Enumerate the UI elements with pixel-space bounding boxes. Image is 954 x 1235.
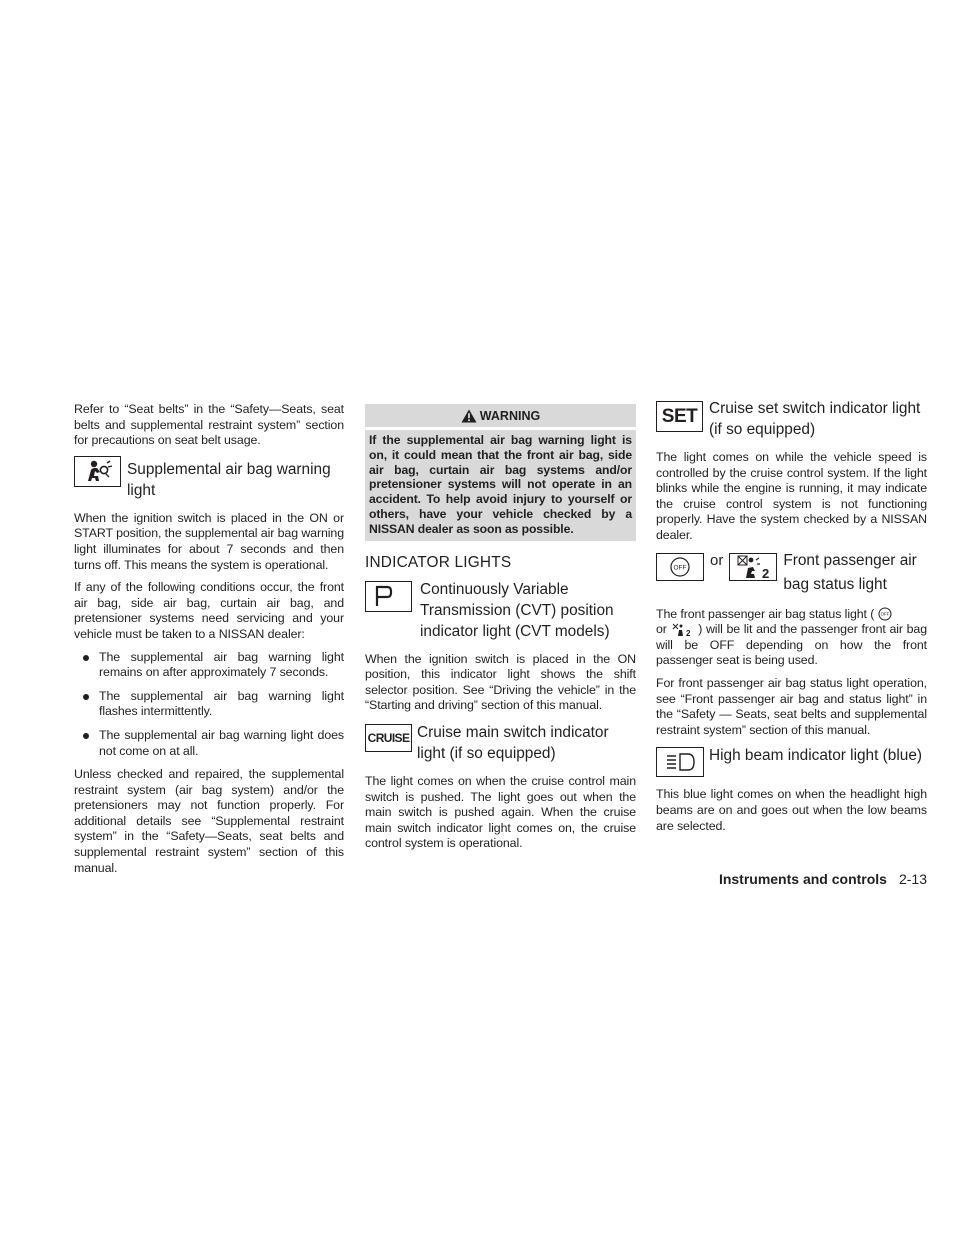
cruise-paragraph: The light comes on when the cruise control main switch is pushed. The light goes out when the main switch is pushed again. When the cruise main switch indicator light comes on, the cruise control system is operational. xyxy=(365,773,636,851)
bullet-text: The supplemental air bag warning light flashes intermittently. xyxy=(99,688,344,719)
page-footer xyxy=(719,871,927,887)
passenger-airbag-icon xyxy=(729,553,777,581)
list-item xyxy=(74,650,344,681)
passenger-airbag-paragraph-2: For front passenger air bag status light operation, see “Front passenger air bag and status light” in the “Safety — Seats, seat belts and supplemental restraint system” section of this manual. xyxy=(656,675,927,737)
airbag-warning-title: Supplemental air bag warning light xyxy=(127,460,331,499)
footer-section-title: Instruments and controls xyxy=(718,871,887,887)
bullet-text: The supplemental air bag warning light remains on after approximately 7 seconds. xyxy=(99,649,344,680)
cvt-paragraph: When the ignition switch is placed in the ON position, this indicator light shows the shift selector position. See “Driving the vehicle” in the “Starting and driving” section of this manual. xyxy=(365,651,636,713)
set-paragraph: The light comes on while the vehicle speed is controlled by the cruise control system. If the light blinks while the engine is running, it may indicate the cruise control system is not functioning properly. Have the system checked by a NISSAN dealer. xyxy=(656,450,927,542)
intro-paragraph: Refer to “Seat belts” in the “Safety—Seats, seat belts and supplemental restraint system” section for precautions on seat belt usage. xyxy=(74,402,344,448)
high-beam-icon xyxy=(656,747,704,777)
set-heading-row xyxy=(656,398,927,440)
warning-text: If the supplemental air bag warning light is on, it could mean that the front air bag, side air bag, curtain air bag systems and/or pretensioner systems will not operate in an accident. To help avoid injury to yourself or others, have your vehicle checked by a NISSAN dealer as soon as possible. xyxy=(369,433,632,536)
section-title: INDICATOR LIGHTS xyxy=(365,553,512,571)
page-number: 2-13 xyxy=(898,871,927,887)
bullet-dot xyxy=(83,655,89,661)
airbag-warning-heading-row xyxy=(74,456,344,501)
column-right xyxy=(656,398,927,841)
set-icon xyxy=(656,401,703,432)
column-middle xyxy=(365,402,636,859)
warning-title: WARNING xyxy=(479,409,541,423)
airbag-paragraph-3: Unless checked and repaired, the supplemental restraint system (air bag system) and/or the pretensioners may not function properly. For additional details see “Supplemental restraint system” in the “Safety—Seats, seat belts and supplemental restraint system” section of this manual. xyxy=(74,767,344,875)
cruise-icon-label: CRUISE xyxy=(367,730,410,745)
passenger-text-or: or xyxy=(656,622,667,637)
list-item xyxy=(74,689,344,720)
passenger-icon-number: 2 xyxy=(762,565,770,580)
highbeam-heading-row xyxy=(656,745,927,777)
passenger-airbag-heading-row xyxy=(656,551,927,597)
passenger-airbag-inline-icon xyxy=(671,623,695,637)
set-icon-label: SET xyxy=(661,405,698,427)
warning-box xyxy=(365,404,636,541)
highbeam-paragraph: This blue light comes on when the headlight high beams are on and goes out when the low beams are selected. xyxy=(656,787,927,833)
set-title: Cruise set switch indicator light (if so equipped) xyxy=(709,400,921,438)
cruise-title: Cruise main switch indicator light (if so equipped) xyxy=(417,723,609,762)
airbag-off-icon xyxy=(656,553,704,581)
passenger-text-a: The front passenger air bag status light ( xyxy=(656,606,875,621)
warning-triangle-icon xyxy=(461,409,477,423)
airbag-off-inline-icon xyxy=(878,607,892,621)
bullet-dot xyxy=(83,733,89,739)
warning-header xyxy=(365,404,636,430)
column-left xyxy=(74,402,344,883)
passenger-text-b: ) will be lit and the passenger front air bag will be OFF depending on how the front passenger seat is being used. xyxy=(656,622,928,668)
passenger-airbag-title: Front passenger air bag status light xyxy=(783,551,917,593)
bullet-dot xyxy=(83,694,89,700)
or-text: or xyxy=(710,551,724,569)
cruise-icon xyxy=(365,724,412,752)
passenger-airbag-paragraph xyxy=(656,607,927,669)
cvt-heading-row xyxy=(365,579,636,642)
cvt-title: Continuously Variable Transmission (CVT) position indicator light (CVT models) xyxy=(420,580,614,640)
airbag-paragraph-1: When the ignition switch is placed in the ON or START position, the supplemental air bag warning light illuminates for about 7 seconds and then turns off. This means the system is operational. xyxy=(74,510,345,572)
off-text: OFF xyxy=(673,563,687,571)
inline-passenger-number: 2 xyxy=(685,628,690,637)
cvt-p-icon xyxy=(365,581,412,612)
highbeam-title: High beam indicator light (blue) xyxy=(709,747,923,765)
inline-off-text: OFF xyxy=(880,611,889,617)
airbag-warning-icon xyxy=(74,456,121,487)
airbag-conditions-list xyxy=(74,650,344,760)
airbag-paragraph-2: If any of the following conditions occur, the front air bag, side air bag, curtain air bag, and pretensioner systems need servicing and your vehicle must be taken to a NISSAN dealer: xyxy=(74,580,344,641)
bullet-text: The supplemental air bag warning light does not come on at all. xyxy=(99,727,344,758)
cruise-heading-row xyxy=(365,722,636,764)
list-item xyxy=(74,728,344,759)
